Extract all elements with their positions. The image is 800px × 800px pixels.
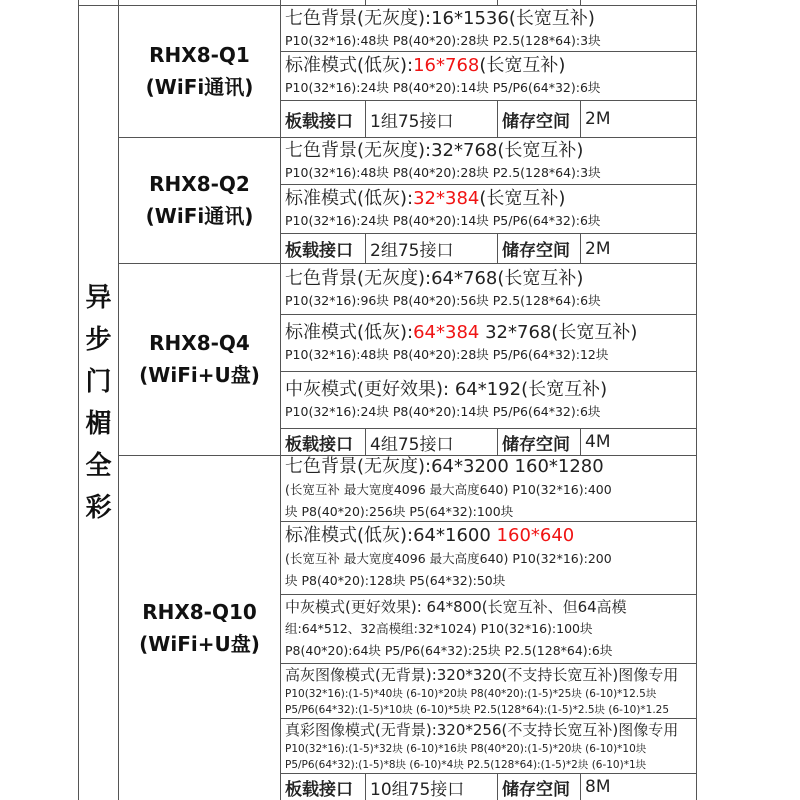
interface-value: 2组75接口 bbox=[370, 241, 454, 261]
text-segment: P10(32*16):96块 P8(40*20):56块 P2.5(128*64):6块 bbox=[285, 293, 601, 308]
text-segment: P5/P6(64*32):(1-5)*10块 (6-10)*5块 P2.5(128*64):(1-5)*2.5块 (6-10)*1.25 bbox=[285, 704, 670, 716]
text-segment: P10(32*16):(1-5)*40块 (6-10)*20块 P8(40*20):(1-5)*25块 (6-10)*12.5块 bbox=[285, 688, 657, 700]
mode-section bbox=[281, 6, 695, 51]
mode-detail bbox=[285, 741, 695, 757]
mode-detail bbox=[285, 501, 695, 522]
storage-value: 2M bbox=[585, 238, 611, 259]
text-segment: P10(32*16):24块 P8(40*20):14块 P5/P6(64*32):6块 bbox=[285, 404, 601, 419]
mode-section bbox=[281, 52, 695, 100]
text-segment: P10(32*16):24块 P8(40*20):14块 P5/P6(64*32):6块 bbox=[285, 80, 601, 95]
mode-section bbox=[281, 456, 695, 521]
text-segment: P10(32*16):24块 P8(40*20):14块 P5/P6(64*32):6块 bbox=[285, 213, 601, 228]
mode-detail bbox=[285, 570, 695, 592]
text-segment: 七色背景(无灰度):16*1536(长宽互补) bbox=[285, 7, 595, 29]
mode-title bbox=[285, 378, 695, 402]
text-segment: P10(32*16):48块 P8(40*20):28块 P5/P6(64*32):12块 bbox=[285, 347, 609, 362]
mode-title bbox=[285, 187, 695, 211]
model-name: RHX8-Q4 bbox=[149, 331, 250, 355]
mode-section bbox=[281, 138, 695, 184]
text-segment: (长宽互补) bbox=[479, 55, 566, 76]
storage-label: 储存空间 bbox=[502, 241, 570, 261]
model-name-cell bbox=[119, 455, 280, 800]
grid-line bbox=[497, 233, 498, 263]
text-segment: P10(32*16):48块 P8(40*20):28块 P2.5(128*64):3块 bbox=[285, 32, 601, 48]
text-segment: P5/P6(64*32):(1-5)*8块 (6-10)*4块 P2.5(128*64):(1-5)*2块 (6-10)*1块 bbox=[285, 759, 647, 771]
mode-title bbox=[285, 664, 695, 686]
mode-detail bbox=[285, 640, 695, 662]
mode-section bbox=[281, 719, 695, 773]
storage-label: 储存空间 bbox=[502, 434, 570, 455]
text-segment: P10(32*16):48块 P8(40*20):28块 P2.5(128*64):3块 bbox=[285, 165, 601, 180]
mode-section bbox=[281, 372, 695, 428]
model-connectivity: (WiFi通讯) bbox=[145, 75, 254, 99]
highlight-resolution: 32*384 bbox=[413, 188, 480, 209]
storage-label: 储存空间 bbox=[502, 779, 570, 800]
mode-section bbox=[281, 522, 695, 594]
mode-section bbox=[281, 264, 695, 314]
grid-line bbox=[497, 100, 498, 137]
text-segment: 32*768(长宽互补) bbox=[479, 322, 638, 343]
mode-title bbox=[285, 7, 695, 31]
text-segment: P8(40*20):64块 P5/P6(64*32):25块 P2.5(128*64):6块 bbox=[285, 643, 613, 658]
mode-detail bbox=[285, 291, 695, 311]
grid-line bbox=[365, 100, 366, 137]
interface-label: 板载接口 bbox=[285, 111, 353, 132]
grid-line bbox=[580, 100, 581, 137]
grid-line bbox=[365, 233, 366, 263]
model-name: RHX8-Q10 bbox=[142, 599, 257, 624]
mode-detail bbox=[285, 702, 695, 718]
text-segment: 七色背景(无灰度):64*3200 160*1280 bbox=[285, 456, 604, 477]
text-segment: 标准模式(低灰):64*1600 bbox=[285, 525, 497, 546]
text-segment: (长宽互补 最大宽度4096 最大高度640) P10(32*16):400 bbox=[285, 481, 612, 497]
grid-line bbox=[580, 233, 581, 263]
text-segment: 七色背景(无灰度):64*768(长宽互补) bbox=[285, 268, 584, 289]
text-segment: 标准模式(低灰): bbox=[285, 188, 414, 209]
mode-section bbox=[281, 315, 695, 371]
storage-value: 2M bbox=[585, 109, 611, 129]
model-connectivity: (WiFi+U盘) bbox=[139, 631, 260, 656]
model-name-cell bbox=[119, 5, 280, 137]
text-segment: (长宽互补) bbox=[479, 188, 566, 209]
mode-title bbox=[285, 456, 695, 479]
mode-detail bbox=[285, 618, 695, 640]
highlight-resolution: 160*640 bbox=[496, 525, 575, 546]
model-connectivity: (WiFi+U盘) bbox=[139, 363, 260, 387]
storage-value: 8M bbox=[585, 777, 611, 797]
mode-detail bbox=[285, 686, 695, 702]
category-char: 门 bbox=[85, 366, 112, 397]
text-segment: 高灰图像模式(无背景):320*320(不支持长宽互补)图像专用 bbox=[285, 666, 679, 684]
storage-label: 储存空间 bbox=[502, 111, 570, 132]
highlight-resolution: 16*768 bbox=[413, 55, 480, 76]
text-segment: 块 P8(40*20):128块 P5(64*32):50块 bbox=[285, 573, 506, 588]
category-char: 步 bbox=[85, 324, 112, 355]
model-name: RHX8-Q1 bbox=[149, 43, 250, 67]
mode-section bbox=[281, 185, 695, 233]
category-char: 全 bbox=[85, 450, 112, 481]
text-segment: 中灰模式(更好效果): 64*800(长宽互补、但64高模 bbox=[285, 598, 627, 616]
mode-title bbox=[285, 267, 695, 291]
interface-label: 板载接口 bbox=[285, 241, 353, 261]
text-segment: 标准模式(低灰): bbox=[285, 55, 414, 76]
text-segment: (长宽互补 最大宽度4096 最大高度640) P10(32*16):200 bbox=[285, 551, 612, 566]
text-segment: 中灰模式(更好效果): 64*192(长宽互补) bbox=[285, 379, 608, 400]
mode-section bbox=[281, 664, 695, 718]
model-connectivity: (WiFi通讯) bbox=[145, 204, 254, 228]
model-name-cell bbox=[119, 263, 280, 455]
mode-title bbox=[285, 524, 695, 548]
mode-detail bbox=[285, 31, 695, 51]
mode-title bbox=[285, 596, 695, 618]
interface-value: 10组75接口 bbox=[370, 779, 465, 800]
grid-line bbox=[696, 0, 697, 800]
interface-value: 4组75接口 bbox=[370, 434, 454, 455]
text-segment: 七色背景(无灰度):32*768(长宽互补) bbox=[285, 140, 584, 161]
mode-title bbox=[285, 321, 695, 345]
mode-detail bbox=[285, 402, 695, 422]
mode-detail bbox=[285, 78, 695, 98]
grid-line bbox=[580, 428, 581, 455]
mode-detail bbox=[285, 479, 695, 501]
highlight-resolution: 64*384 bbox=[413, 322, 480, 343]
mode-section bbox=[281, 595, 695, 663]
grid-line bbox=[580, 773, 581, 800]
category-label bbox=[79, 5, 118, 800]
mode-detail bbox=[285, 548, 695, 570]
mode-detail bbox=[285, 163, 695, 183]
model-name-cell bbox=[119, 137, 280, 263]
storage-value: 4M bbox=[585, 432, 611, 452]
grid-line bbox=[497, 428, 498, 455]
text-segment: 组:64*512、32高模组:32*1024) P10(32*16):100块 bbox=[285, 621, 593, 636]
text-segment: 标准模式(低灰): bbox=[285, 322, 414, 343]
mode-title bbox=[285, 719, 695, 741]
text-segment: P10(32*16):(1-5)*32块 (6-10)*16块 P8(40*20):(1-5)*20块 (6-10)*10块 bbox=[285, 743, 647, 755]
category-char: 彩 bbox=[85, 492, 112, 523]
interface-label: 板载接口 bbox=[285, 779, 353, 800]
text-segment: 真彩图像模式(无背景):320*256(不支持长宽互补)图像专用 bbox=[285, 721, 679, 739]
interface-label: 板载接口 bbox=[285, 434, 353, 455]
mode-detail bbox=[285, 757, 695, 773]
interface-value: 1组75接口 bbox=[370, 111, 454, 132]
mode-detail bbox=[285, 211, 695, 231]
mode-title bbox=[285, 54, 695, 78]
mode-title bbox=[285, 139, 695, 163]
mode-detail bbox=[285, 345, 695, 365]
text-segment: 块 P8(40*20):256块 P5(64*32):100块 bbox=[285, 503, 514, 519]
model-name: RHX8-Q2 bbox=[149, 172, 250, 196]
grid-line bbox=[497, 773, 498, 800]
category-char: 楣 bbox=[85, 408, 112, 439]
grid-line bbox=[365, 773, 366, 800]
category-char: 异 bbox=[85, 282, 112, 313]
grid-line bbox=[365, 428, 366, 455]
